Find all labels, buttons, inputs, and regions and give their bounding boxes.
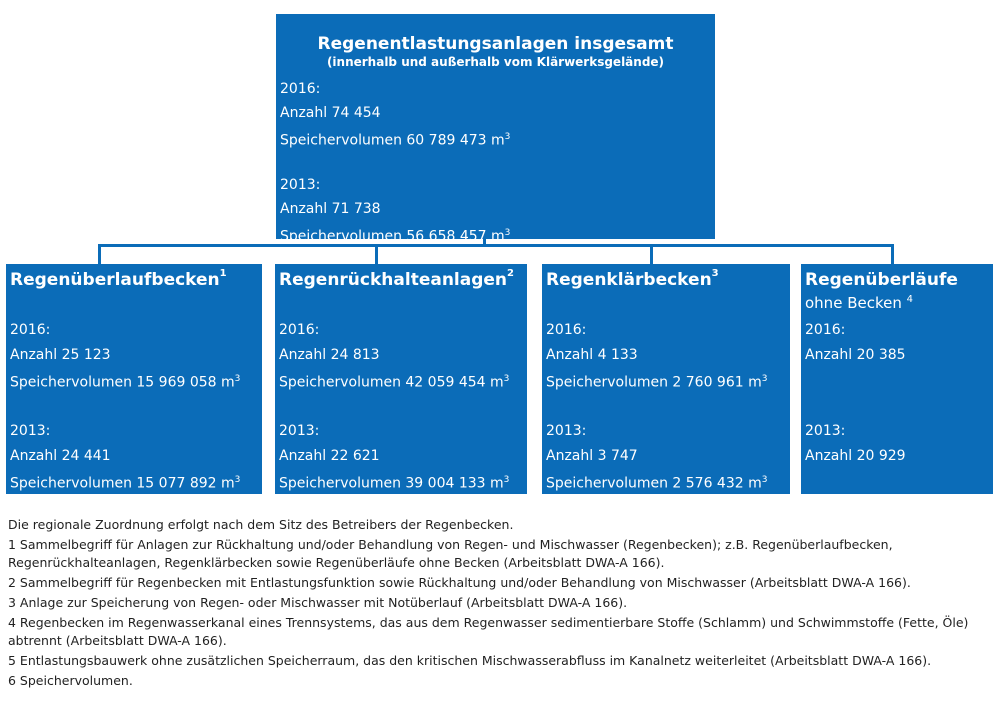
footnotes <box>8 516 988 690</box>
box-title: Regenüberläufe <box>805 270 958 290</box>
box-2013-count: Anzahl 3 747 <box>546 448 638 464</box>
box-title: Regenüberlaufbecken$^1$ <box>10 268 227 290</box>
box-2013-count: Anzahl 24 441 <box>10 448 111 464</box>
box-2016-count: Anzahl 20 385 <box>805 347 906 363</box>
box-regenueberlaeufe <box>801 264 993 494</box>
box-2013-volume: Speichervolumen 15 077 892 $m^3$ <box>10 475 241 492</box>
box-regenklaerbecken <box>542 264 790 494</box>
footnote-intro: Die regionale Zuordnung erfolgt nach dem Sitz des Betreibers der Regenbecken. <box>8 517 514 532</box>
box-2013-count: Anzahl 20 929 <box>805 448 906 464</box>
footnote-2: 2 Sammelbegriff für Regenbecken mit Entlastungsfunktion sowie Rückhaltung und/oder Behandlung von Mischwasser (Arbeitsblatt DWA-A 166). <box>8 575 911 590</box>
total-2016-count: Anzahl 74 454 <box>280 105 381 121</box>
total-2013-count: Anzahl 71 738 <box>280 201 381 217</box>
box-2016-label: 2016: <box>805 322 846 338</box>
box-2013-volume: Speichervolumen 39 004 133 $m^3$ <box>279 475 510 492</box>
box-2016-volume: Speichervolumen 2 760 961 $m^3$ <box>546 374 768 391</box>
box-2016-label: 2016: <box>10 322 51 338</box>
box-2013-volume: Speichervolumen 2 576 432 $m^3$ <box>546 475 768 492</box>
total-2013-label: 2013: <box>280 177 321 193</box>
box-2013-count: Anzahl 22 621 <box>279 448 380 464</box>
box-2016-volume: Speichervolumen 42 059 454 $m^3$ <box>279 374 510 391</box>
connector-drop-1 <box>98 244 101 264</box>
box-2016-label: 2016: <box>279 322 320 338</box>
connector-drop-2 <box>375 244 378 264</box>
box-2016-label: 2016: <box>546 322 587 338</box>
box-2013-label: 2013: <box>10 423 51 439</box>
box-2016-count: Anzahl 4 133 <box>546 347 638 363</box>
footnote-5: 5 Entlastungsbauwerk ohne zusätzlichen Speicherraum, das den kritischen Mischwasserabfluss im Kanalnetz weiterleitet (Arbeitsblatt DWA-A 166). <box>8 653 932 668</box>
connector-drop-4 <box>891 244 894 264</box>
box-2016-count: Anzahl 25 123 <box>10 347 111 363</box>
box-title: Regenrückhalteanlagen$^2$ <box>279 268 514 290</box>
connector-drop-3 <box>650 244 653 264</box>
total-box <box>276 14 715 245</box>
box-2013-label: 2013: <box>546 423 587 439</box>
footnote-3: 3 Anlage zur Speicherung von Regen- oder Mischwasser mit Notüberlauf (Arbeitsblatt DWA-A 166). <box>8 595 628 610</box>
total-2016-volume: Speichervolumen 60 789 473 $m^3$ <box>280 132 511 149</box>
total-2016-label: 2016: <box>280 81 321 97</box>
box-2013-label: 2013: <box>805 423 846 439</box>
box-regenueberlaufbecken <box>6 264 262 494</box>
total-title: Regenentlastungsanlagen insgesamt <box>317 34 674 54</box>
total-2013-volume: Speichervolumen 56 658 457 $m^3$ <box>280 228 511 245</box>
footnote-1: 1 Sammelbegriff für Anlagen zur Rückhaltung und/oder Behandlung von Regen- und Mischwasser (Regenbecken); z.B. Regenüberlaufbecken, Regenrückhalteanlagen, Regenklärbecken sowie Regenüberläufe ohne Becken (Arbeitsblatt DWA-A 166). <box>8 537 893 570</box>
box-2016-volume: Speichervolumen 15 969 058 $m^3$ <box>10 374 241 391</box>
box-title: Regenklärbecken$^3$ <box>546 268 719 290</box>
box-2013-label: 2013: <box>279 423 320 439</box>
box-regenrueckhalteanlagen <box>275 264 527 494</box>
footnote-4: 4 Regenbecken im Regenwasserkanal eines Trennsystems, das aus dem Regenwasser sedimentierbare Stoffe (Schlamm) und Schwimmstoffe (Fette, Öle) abtrennt (Arbeitsblatt DWA-A 166). <box>8 615 969 648</box>
total-subtitle: (innerhalb und außerhalb vom Klärwerksgelände) <box>326 55 665 69</box>
box-2016-count: Anzahl 24 813 <box>279 347 380 363</box>
footnote-6: 6 Speichervolumen. <box>8 673 133 688</box>
box-subtitle: ohne Becken $^4$ <box>805 294 913 312</box>
